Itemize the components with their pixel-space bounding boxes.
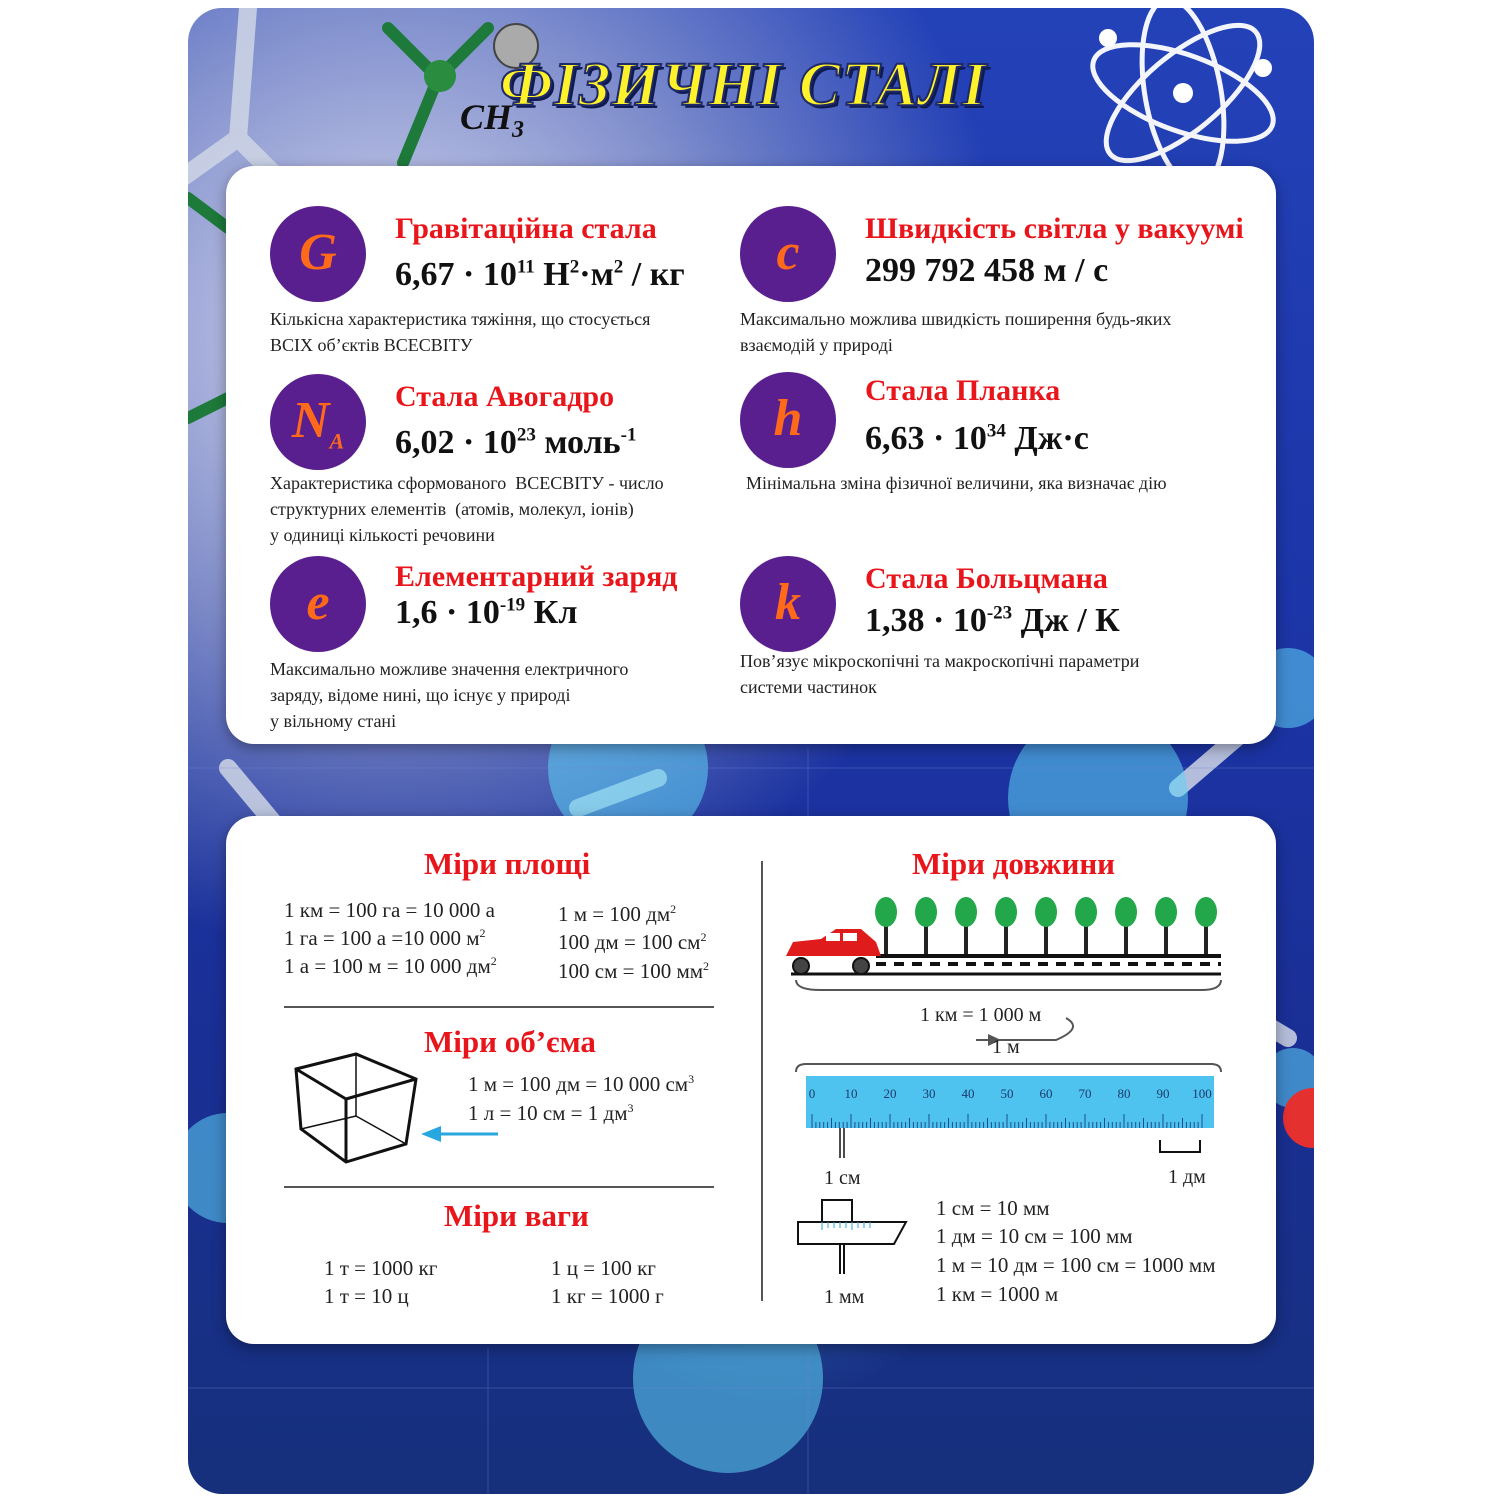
dm-label: 1 дм [1168,1166,1206,1188]
constant-description: Характеристика сформованого ВСЕСВІТУ - число структурних елементів (атомів, молекул, іонів) у одиниці кількості речовини [270,473,664,545]
constant-description: Мінімальна зміна фізичної величини, яка визначає дію [746,473,1167,493]
mm-label: 1 мм [824,1286,865,1308]
constant-symbol-badge: G [270,206,366,302]
tree-icon [1035,897,1057,954]
ruler-tick-label: 20 [883,1086,897,1101]
length-line: 1 м = 10 дм = 100 см = 1000 мм [936,1253,1216,1277]
constant-value: 299 792 458 м / с [865,252,1109,289]
section-divider [284,1186,714,1188]
area-line: 1 км = 100 га = 10 000 а [284,898,495,922]
ruler-tick-label: 30 [922,1086,936,1101]
volume-measures-title: Міри об’єма [424,1024,596,1059]
ruler-tick-label: 10 [844,1086,858,1101]
ruler-diagram [786,1056,1226,1176]
tree-icon [875,897,897,954]
volume-line: 1 м = 100 дм = 10 000 $см^3$ [468,1072,695,1096]
weight-line: 1 т = 1000 кг [324,1256,438,1280]
area-line: 100 дм = 100 $см^2$ [558,930,707,954]
ruler-tick-label: 50 [1000,1086,1014,1101]
constant-value: $1,6 \cdot 10^{-19}$ Кл [395,594,578,631]
area-line: 1 га = 100 а =10 000 $м^2$ [284,926,486,950]
length-line: 1 км = 1000 м [936,1282,1059,1306]
weight-line: 1 ц = 100 кг [551,1256,656,1280]
area-line: 100 см = 100 $мм^2$ [558,959,710,983]
constant-name: Стала Больцмана [865,562,1108,595]
red-car-icon [786,929,881,974]
tree-icon [1075,897,1097,954]
area-line: 1 м = 100 $дм^2$ [558,902,677,926]
km-label: 1 км = 1 000 м [920,1004,1042,1026]
ruler-tick-label: 70 [1078,1086,1092,1101]
tree-icon [1195,897,1217,954]
ruler-tick-label: 40 [961,1086,975,1101]
constant-description: Максимально можливе значення електричного заряду, відоме нині, що існує у природі у вільному стані [270,659,629,731]
constant-symbol-badge: h [740,372,836,468]
constant-name: Гравітаційна стала [395,212,657,245]
ruler-tick-label: 90 [1156,1086,1170,1101]
tree-icon [915,897,937,954]
volume-line: 1 л = 10 см = 1 $дм^3$ [468,1101,634,1125]
ruler-tick-label: 80 [1117,1086,1131,1101]
length-line: 1 см = 10 мм [936,1196,1050,1220]
constant-symbol-badge: k [740,556,836,652]
area-measures-title: Міри площі [424,846,591,881]
weight-measures-title: Міри ваги [444,1198,589,1233]
tree-icon [955,897,977,954]
constant-symbol-badge: c [740,206,836,302]
constant-symbol-badge: $N_A$ [270,374,366,470]
measures-card [226,816,1276,1344]
length-measures-title: Міри довжини [912,846,1116,881]
tree-icon [1115,897,1137,954]
constant-description: Кількісна характеристика тяжіння, що стосується ВСІХ об’єктів ВСЕСВІТУ [270,309,651,355]
ruler-tick-label: 100 [1192,1086,1212,1101]
measures-divider-vertical [761,861,763,1301]
methyl-formula-label: $CH_3$ [460,97,525,144]
constant-name: Стала Авогадро [395,380,615,413]
constant-value: $1,38 \cdot 10^{-23}$ Дж / К [865,602,1120,639]
weight-line: 1 кг = 1000 г [551,1284,664,1308]
constant-name: Швидкість світла у вакуумі [865,212,1244,245]
constant-symbol-badge: e [270,556,366,652]
ruler-tick-label: 60 [1039,1086,1053,1101]
tree-icon [1155,897,1177,954]
constant-value: $6,63 \cdot 10^{34}$ Дж·с [865,420,1089,457]
page-title: ФІЗИЧНІ СТАЛІ [500,51,988,119]
constants-card [226,166,1276,744]
constant-name: Елементарний заряд [395,560,678,593]
ruler-tick-label: 0 [808,1086,816,1101]
section-divider [284,1006,714,1008]
m-label: 1 м [992,1036,1020,1058]
area-line: 1 а = 100 м = 10 000 $дм^2$ [284,954,497,978]
poster-background [188,8,1314,1494]
constant-description: Пов’язує мікроскопічні та макроскопічні параметри системи частинок [740,651,1140,697]
constant-name: Стала Планка [865,374,1061,407]
constant-value: $6,67 \cdot 10^{11}$ $Н^2\cdot м^2$ / кг [395,256,685,293]
weight-line: 1 т = 10 ц [324,1284,409,1308]
constant-description: Максимально можлива швидкість поширення будь-яких взаємодій у природі [740,309,1172,355]
cm-label: 1 см [824,1167,861,1189]
constant-value: $6,02 \cdot 10^{23}$ моль$^{-1}$ [395,424,637,461]
length-line: 1 дм = 10 см = 100 мм [936,1224,1133,1248]
road-with-trees-diagram [781,884,1231,994]
tree-icon [995,897,1017,954]
